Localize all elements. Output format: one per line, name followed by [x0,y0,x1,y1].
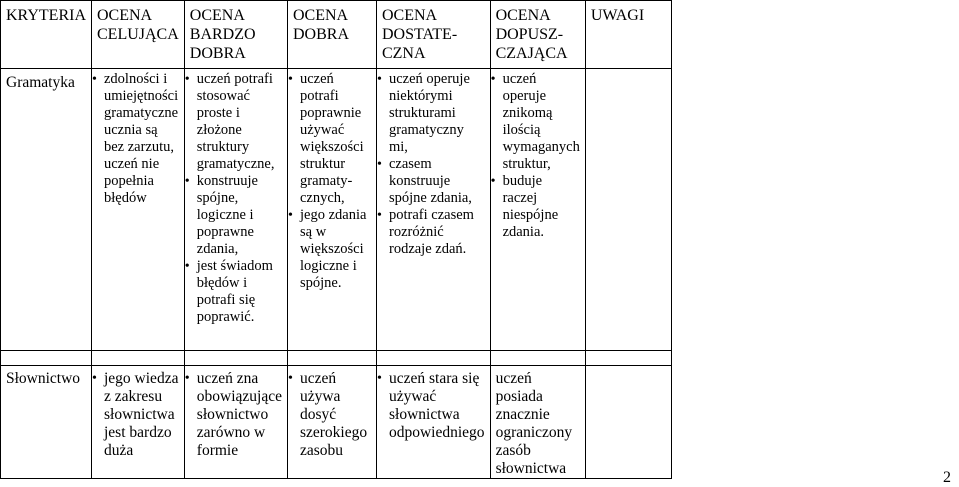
list-item: • uczeń używa dosyć szerokiego zasobu [300,370,371,460]
gap-cell [92,351,185,366]
list-item: • uczeń potrafi poprawnie używać większości struktur gramaty-cznych, [300,71,371,207]
header-grade-3: OCENA DOSTATE-CZNA [376,1,490,69]
list-item: • uczeń operuje niektórymi strukturami gramatyczny mi, [389,71,485,156]
list-item: • jego wiedza z zakresu słownictwa jest bardzo duża [104,370,179,460]
gap-cell [1,351,92,366]
header-grade-5: OCENA BARDZO DOBRA [184,1,287,69]
grammar-notes [585,69,671,351]
grammar-grade-6 [92,69,185,351]
vocabulary-grade-5 [184,366,287,479]
grammar-grade-3 [376,69,490,351]
header-grade-6: OCENA CELUJĄCA [92,1,185,69]
header-notes: UWAGI [585,1,671,69]
vocabulary-grade-6 [92,366,185,479]
list-item: • uczeń potrafi stosować proste i złożone struktury gramatyczne, [197,71,282,173]
vocabulary-row [1,366,672,479]
vocabulary-label: Słownictwo [1,366,92,479]
header-row [1,1,672,69]
list-item: • konstruuje spójne, logiczne i poprawne zdania, [197,173,282,258]
page-number: 2 [943,469,951,486]
list-item: • buduje raczej niespójne zdania. [503,173,580,241]
header-criteria: KRYTERIA [1,1,92,69]
gap-cell [184,351,287,366]
grammar-row [1,69,672,351]
header-grade-2: OCENA DOPUSZ-CZAJĄCA [490,1,585,69]
grammar-grade-4 [287,69,376,351]
gap-row [1,351,672,366]
grammar-grade-2 [490,69,585,351]
list-item: • zdolności i umiejętności gramatyczne ucznia są bez zarzutu, uczeń nie popełnia błędów [104,71,179,207]
header-grade-4: OCENA DOBRA [287,1,376,69]
vocabulary-grade-4 [287,366,376,479]
gap-cell [585,351,671,366]
list-item: • potrafi czasem rozróżnić rodzaje zdań. [389,207,485,258]
vocabulary-grade-2: uczeń posiada znacznie ograniczony zasób słownictwa [490,366,585,479]
vocabulary-notes [585,366,671,479]
list-item: • uczeń operuje znikomą ilością wymaganych struktur, [503,71,580,173]
list-item: • czasem konstruuje spójne zdania, [389,156,485,207]
list-item: • jest świadom błędów i potrafi się poprawić. [197,258,282,326]
gap-cell [287,351,376,366]
grammar-grade-5 [184,69,287,351]
grammar-label: Gramatyka [1,69,92,351]
list-item: • jego zdania są w większości logiczne i spójne. [300,207,371,292]
gap-cell [376,351,490,366]
vocabulary-grade-3 [376,366,490,479]
list-item: • uczeń stara się używać słownictwa odpowiedniego [389,370,485,442]
list-item: • uczeń zna obowiązujące słownictwo zarówno w formie [197,370,282,460]
gap-cell [490,351,585,366]
